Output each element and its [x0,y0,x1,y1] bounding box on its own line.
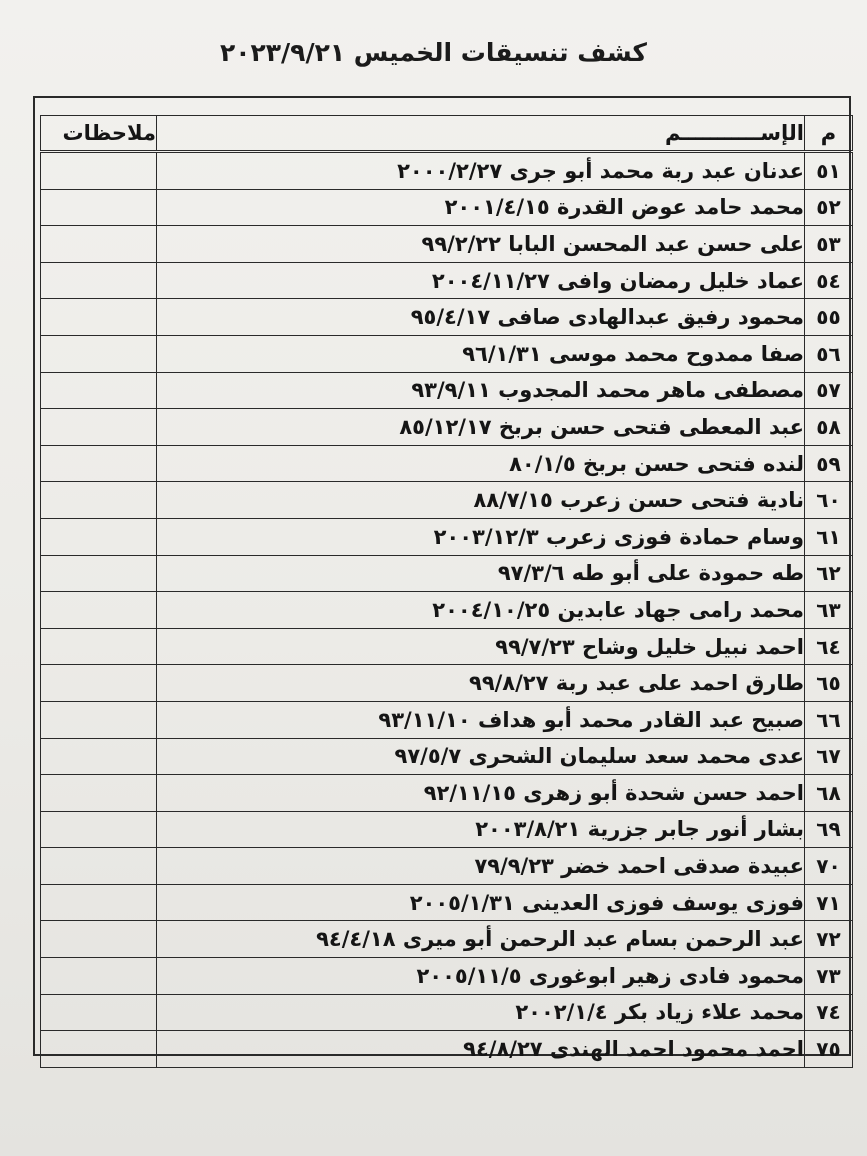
table-row [41,518,853,555]
row-notes [41,226,157,263]
row-notes [41,775,157,812]
row-entry: عماد خليل رمضان وافى ٢٠٠٤/١١/٢٧ [157,262,805,299]
row-entry: وسام حمادة فوزى زعرب ٢٠٠٣/١٢/٣ [157,518,805,555]
header-number: م [805,116,853,152]
roster-table [40,115,853,1068]
row-entry: نادية فتحى حسن زعرب ٨٨/٧/١٥ [157,482,805,519]
table-row [41,152,853,190]
table-row [41,262,853,299]
row-entry: احمد نبيل خليل وشاح ٩٩/٧/٢٣ [157,628,805,665]
table-row [41,775,853,812]
row-entry: احمد حسن شحدة أبو زهرى ٩٢/١١/١٥ [157,775,805,812]
row-entry: عبيدة صدقى احمد خضر ٧٩/٩/٢٣ [157,848,805,885]
row-entry: عدى محمد سعد سليمان الشحرى ٩٧/٥/٧ [157,738,805,775]
row-notes [41,372,157,409]
table-row [41,335,853,372]
table-row [41,189,853,226]
row-entry: لنده فتحى حسن بربخ ٨٠/١/٥ [157,445,805,482]
header-row [41,116,853,152]
table-row [41,482,853,519]
row-number: ٦٠ [805,482,853,519]
row-notes [41,958,157,995]
row-number: ٥٥ [805,299,853,336]
table-row [41,445,853,482]
row-entry: عبد المعطى فتحى حسن بربخ ٨٥/١٢/١٧ [157,409,805,446]
row-number: ٧٤ [805,994,853,1031]
row-number: ٥٢ [805,189,853,226]
row-number: ٦٢ [805,555,853,592]
row-notes [41,811,157,848]
document-title: كشف تنسيقات الخميس ٢٠٢٣/٩/٢١ [220,38,647,67]
row-notes [41,189,157,226]
table-row [41,848,853,885]
table-row [41,372,853,409]
row-notes [41,592,157,629]
header-notes: ملاحظات [41,116,157,152]
row-notes [41,409,157,446]
row-notes [41,1031,157,1068]
row-number: ٥٧ [805,372,853,409]
row-entry: صبيح عبد القادر محمد أبو هداف ٩٣/١١/١٠ [157,701,805,738]
row-notes [41,701,157,738]
row-number: ٧٣ [805,958,853,995]
table-row [41,628,853,665]
row-notes [41,482,157,519]
row-entry: محمود رفيق عبدالهادى صافى ٩٥/٤/١٧ [157,299,805,336]
row-number: ٧١ [805,884,853,921]
table-row [41,1031,853,1068]
row-entry: صفا ممدوح محمد موسى ٩٦/١/٣١ [157,335,805,372]
row-notes [41,738,157,775]
row-notes [41,518,157,555]
table-row [41,226,853,263]
row-number: ٥٤ [805,262,853,299]
row-entry: محمد علاء زياد بكر ٢٠٠٢/١/٤ [157,994,805,1031]
row-number: ٦٣ [805,592,853,629]
row-notes [41,848,157,885]
row-number: ٦٩ [805,811,853,848]
table-row [41,592,853,629]
row-entry: مصطفى ماهر محمد المجدوب ٩٣/٩/١١ [157,372,805,409]
row-entry: احمد محمود احمد الهندى ٩٤/٨/٢٧ [157,1031,805,1068]
row-notes [41,921,157,958]
row-number: ٦٨ [805,775,853,812]
row-number: ٥٣ [805,226,853,263]
row-number: ٧٥ [805,1031,853,1068]
table-row [41,299,853,336]
table-row [41,701,853,738]
row-entry: طه حمودة على أبو طه ٩٧/٣/٦ [157,555,805,592]
row-entry: فوزى يوسف فوزى العدينى ٢٠٠٥/١/٣١ [157,884,805,921]
row-number: ٦٥ [805,665,853,702]
row-notes [41,555,157,592]
row-notes [41,628,157,665]
row-entry: بشار أنور جابر جزرية ٢٠٠٣/٨/٢١ [157,811,805,848]
row-entry: عبد الرحمن بسام عبد الرحمن أبو ميرى ٩٤/٤/١٨ [157,921,805,958]
row-notes [41,262,157,299]
row-number: ٧٢ [805,921,853,958]
table-row [41,811,853,848]
table-row [41,884,853,921]
row-notes [41,884,157,921]
row-number: ٦٧ [805,738,853,775]
row-notes [41,994,157,1031]
header-name: الإســـــــــــم [157,116,805,152]
row-entry: محمد حامد عوض القدرة ٢٠٠١/٤/١٥ [157,189,805,226]
table-row [41,409,853,446]
row-notes [41,445,157,482]
table-row [41,665,853,702]
row-notes [41,152,157,190]
table-row [41,738,853,775]
row-number: ٦٤ [805,628,853,665]
row-entry: محمود فادى زهير ابوغورى ٢٠٠٥/١١/٥ [157,958,805,995]
row-number: ٧٠ [805,848,853,885]
row-entry: على حسن عبد المحسن البابا ٩٩/٢/٢٢ [157,226,805,263]
row-entry: عدنان عبد ربة محمد أبو جرى ٢٠٠٠/٢/٢٧ [157,152,805,190]
row-number: ٦٦ [805,701,853,738]
row-entry: طارق احمد على عبد ربة ٩٩/٨/٢٧ [157,665,805,702]
row-notes [41,665,157,702]
row-number: ٥٦ [805,335,853,372]
row-notes [41,299,157,336]
table-row [41,555,853,592]
row-entry: محمد رامى جهاد عابدين ٢٠٠٤/١٠/٢٥ [157,592,805,629]
row-number: ٥٩ [805,445,853,482]
row-notes [41,335,157,372]
row-number: ٥١ [805,152,853,190]
table-row [41,958,853,995]
row-number: ٥٨ [805,409,853,446]
row-number: ٦١ [805,518,853,555]
table-row [41,994,853,1031]
table-row [41,921,853,958]
